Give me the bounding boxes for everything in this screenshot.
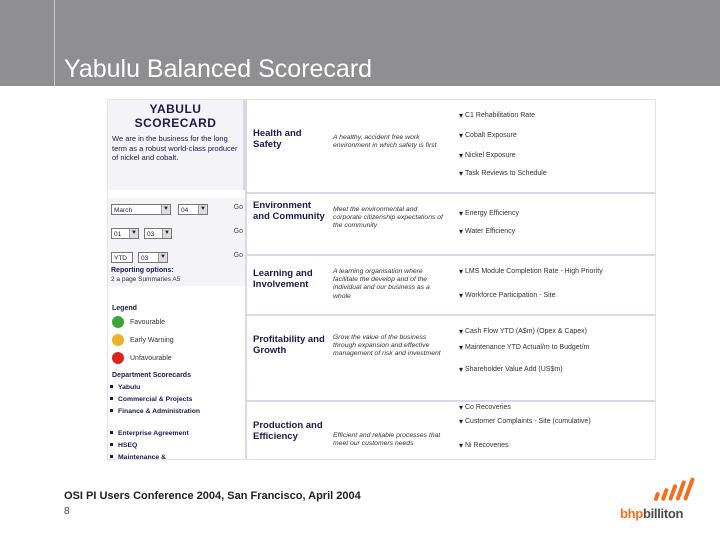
row-description: Efficient and reliable processes that meet our customers needs: [333, 432, 441, 448]
go-button[interactable]: Go: [233, 252, 243, 259]
amber-light-icon: [112, 334, 124, 346]
bhp-billiton-logo-mark-icon: [651, 476, 697, 502]
ytd-year-select[interactable]: 03 ▼: [138, 252, 168, 263]
selector-row-2: [108, 222, 245, 247]
go-button[interactable]: Go: [233, 204, 243, 211]
star-bullet-icon: ▾: [459, 403, 464, 412]
row-category[interactable]: Health and Safety: [253, 128, 302, 150]
scorecard-sidebar: YABULU SCORECARD We are in the business for the long term as a robust world-class producer of nickel and cobalt. March ▼ 04 ▼ Go 01 ▼ 03 ▼ Go YTD 03 ▼ Go Reporting options: 2 a page Summaries A5 Legend Favourable Early Warning Unfavourable Department Scorecards Yabulu Commercial & Projects Finance & Administration Enterprise Agreement HSEQ Maintenance &: [108, 100, 245, 460]
slide-header: [0, 0, 720, 86]
star-bullet-icon: ▾: [459, 267, 464, 276]
kpi-link[interactable]: ▾ Co Recoveries: [459, 403, 511, 412]
bullet-icon: [110, 455, 113, 458]
star-bullet-icon: ▾: [459, 151, 464, 160]
period-start-select[interactable]: 01 ▼: [111, 228, 139, 239]
star-bullet-icon: ▾: [459, 417, 464, 426]
bullet-icon: [110, 431, 113, 434]
row-description: A learning organisation where facilitate the develop and of the individual and our business as a whole: [333, 268, 430, 300]
ytd-select[interactable]: YTD: [111, 252, 133, 263]
star-bullet-icon: ▾: [459, 111, 464, 120]
header-divider: [54, 0, 55, 86]
scorecard-screenshot: [107, 99, 656, 460]
scorecard-row-environment: [247, 194, 656, 256]
legend-item-favourable: Favourable: [112, 316, 232, 330]
department-scorecards: [112, 372, 242, 379]
bullet-icon: [110, 397, 113, 400]
star-bullet-icon: ▾: [459, 291, 464, 300]
row-description: Grow the value of the business through expansion and effective management of risk and investment: [333, 334, 441, 358]
page-number: 8: [64, 506, 70, 517]
row-category[interactable]: Profitability and Growth: [253, 334, 325, 356]
chevron-down-icon: ▼: [158, 253, 167, 262]
chevron-down-icon: ▼: [161, 205, 170, 214]
green-light-icon: [112, 316, 124, 328]
kpi-link[interactable]: ▾ Energy Efficiency: [459, 209, 519, 218]
row-category[interactable]: Environment and Community: [253, 200, 325, 222]
chevron-down-icon: ▼: [162, 229, 171, 238]
legend-title: Legend: [112, 305, 137, 312]
row-category[interactable]: Learning and Involvement: [253, 268, 313, 290]
slide-title: Yabulu Balanced Scorecard: [64, 55, 373, 83]
scorecard-row-production: [247, 402, 656, 460]
bullet-icon: [110, 443, 113, 446]
bullet-icon: [110, 409, 113, 412]
logo-line2: SCORECARD: [134, 116, 217, 130]
star-bullet-icon: ▾: [459, 343, 464, 352]
kpi-link[interactable]: ▾ Cash Flow YTD (A$m) (Opex & Capex): [459, 327, 588, 336]
scorecard-row-profitability: [247, 316, 656, 402]
go-button[interactable]: Go: [233, 228, 243, 235]
kpi-link[interactable]: ▾ Maintenance YTD Actual/m to Budget/m: [459, 343, 590, 352]
brand-logotype: bhpbilliton: [620, 506, 684, 521]
row-description: Meet the environmental and corporate citizenship expectations of the community: [333, 206, 443, 230]
kpi-link[interactable]: ▾ Customer Complaints - Site (cumulative): [459, 417, 591, 426]
selector-row-1: [108, 198, 245, 223]
star-bullet-icon: ▾: [459, 441, 464, 450]
kpi-link[interactable]: ▾ Shareholder Value Add (US$m): [459, 365, 563, 374]
slide-footer: OSI PI Users Conference 2004, San Francisco, April 2004: [64, 490, 361, 502]
reporting-options-title: Reporting options:: [111, 267, 174, 274]
star-bullet-icon: ▾: [459, 365, 464, 374]
legend: [112, 305, 137, 312]
star-bullet-icon: ▾: [459, 209, 464, 218]
reporting-options: [108, 266, 245, 286]
reporting-options-value[interactable]: 2 a page Summaries A5: [111, 276, 181, 283]
kpi-link[interactable]: ▾ Nickel Exposure: [459, 151, 516, 160]
kpi-link[interactable]: ▾ Workforce Participation - Site: [459, 291, 556, 300]
kpi-link[interactable]: ▾ Water Efficiency: [459, 227, 516, 236]
legend-item-unfavourable: Unfavourable: [112, 352, 232, 366]
row-category[interactable]: Production and Efficiency: [253, 420, 323, 442]
kpi-link[interactable]: ▾ Task Reviews to Schedule: [459, 169, 547, 178]
star-bullet-icon: ▾: [459, 327, 464, 336]
kpi-link[interactable]: ▾ LMS Module Completion Rate - High Priority: [459, 267, 603, 276]
year-select[interactable]: 04 ▼: [178, 204, 208, 215]
scorecard-row-health-safety: [247, 100, 656, 194]
row-description: A healthy, accident free work environment in which safety is first: [333, 134, 437, 150]
kpi-link[interactable]: ▾ Cobalt Exposure: [459, 131, 517, 140]
month-select[interactable]: March ▼: [111, 204, 171, 215]
star-bullet-icon: ▾: [459, 227, 464, 236]
star-bullet-icon: ▾: [459, 131, 464, 140]
mission-statement: We are in the business for the long term as a robust world-class producer of nickel and cobalt.: [112, 134, 238, 162]
logo-line1: YABULU: [149, 102, 202, 116]
chevron-down-icon: ▼: [129, 229, 138, 238]
chevron-down-icon: ▼: [198, 205, 207, 214]
scorecard-logo-panel: [108, 100, 245, 190]
kpi-link[interactable]: ▾ C1 Rehabilitation Rate: [459, 111, 536, 120]
kpi-link[interactable]: ▾ Ni Recoveries: [459, 441, 509, 450]
period-end-select[interactable]: 03 ▼: [144, 228, 172, 239]
legend-item-early-warning: Early Warning: [112, 334, 232, 348]
red-light-icon: [112, 352, 124, 364]
bullet-icon: [110, 385, 113, 388]
department-scorecards-title: Department Scorecards: [112, 372, 191, 379]
scorecard-row-learning: [247, 256, 656, 316]
star-bullet-icon: ▾: [459, 169, 464, 178]
